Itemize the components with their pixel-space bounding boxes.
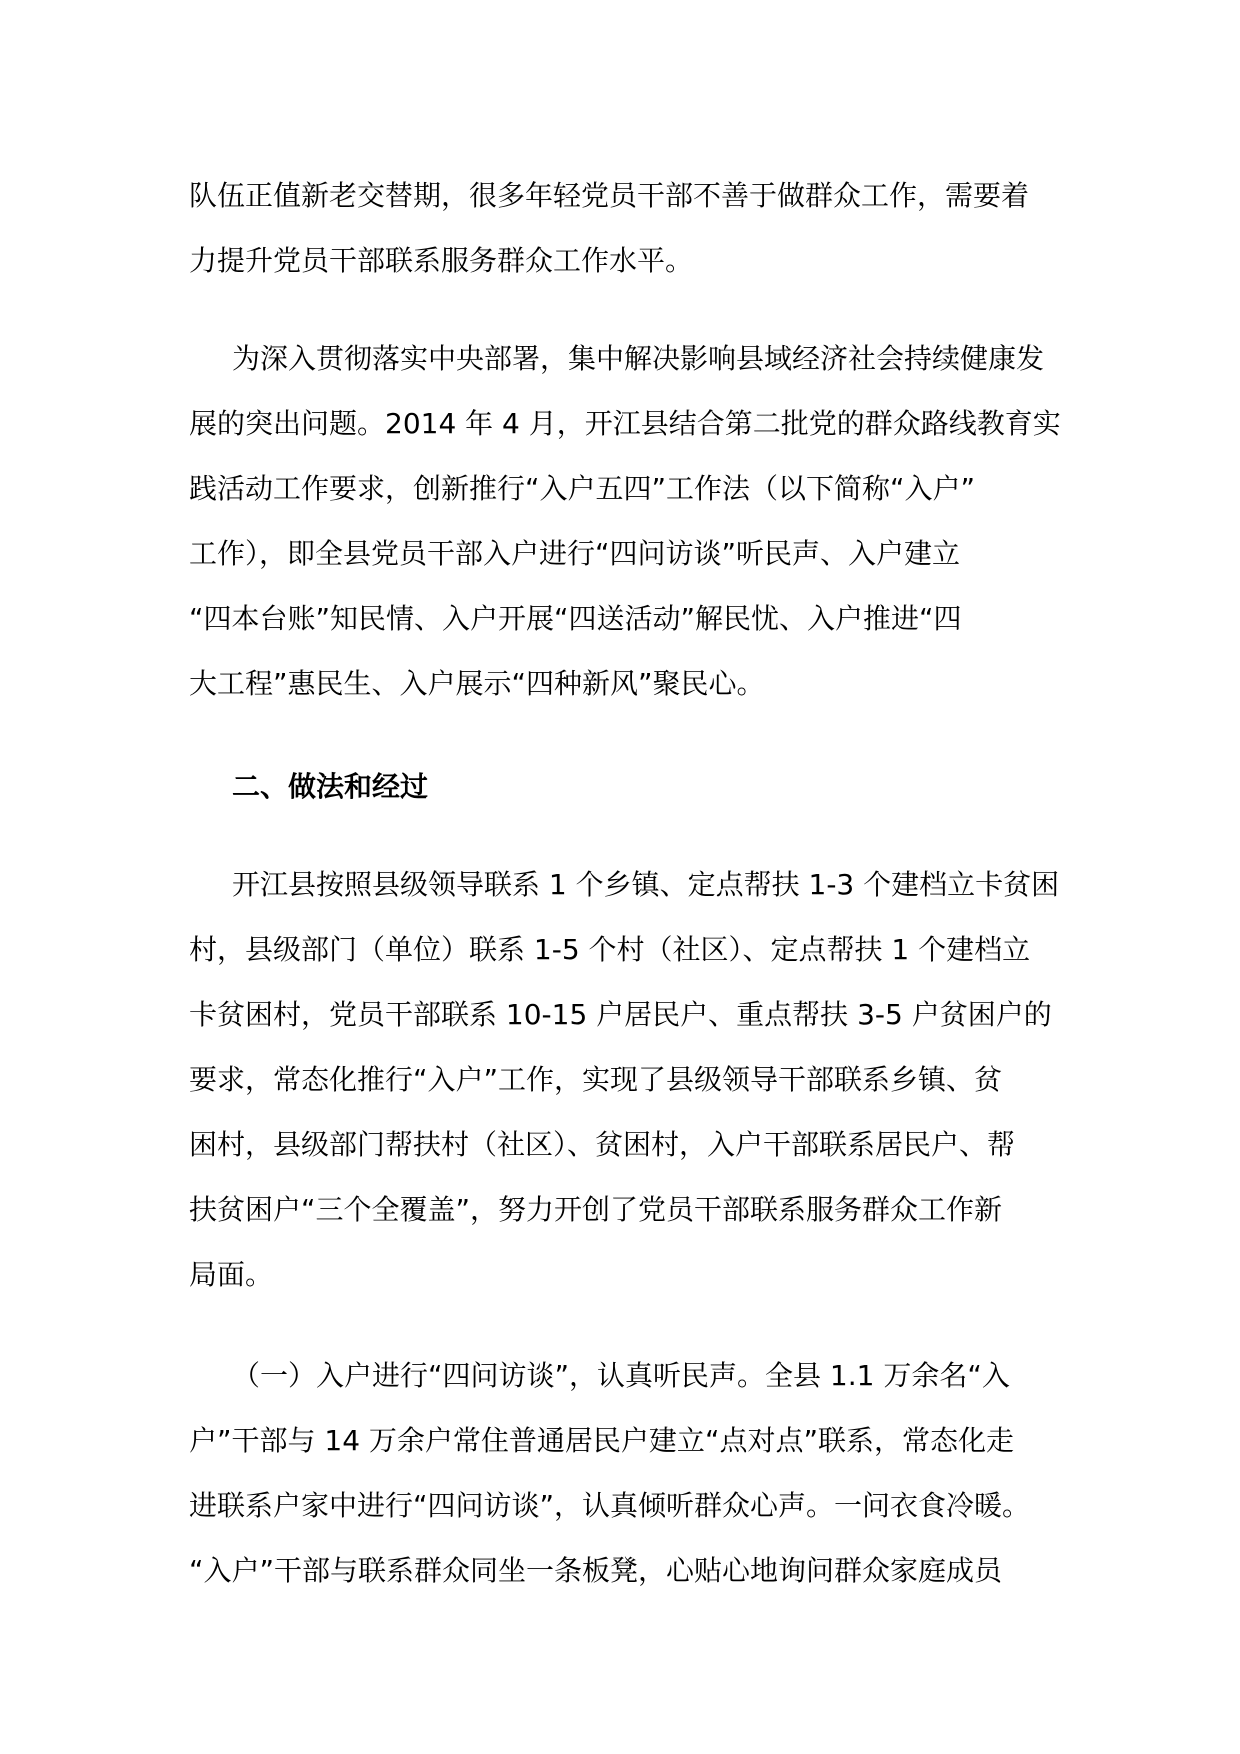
paragraph-continuation bbox=[189, 163, 1069, 293]
text-line: 要求，常态化推行“入户”工作，实现了县级领导干部联系乡镇、贫 bbox=[189, 1063, 1003, 1096]
text-line: （一）入户进行“四问访谈”，认真听民声。全县 1.1 万余名“入 bbox=[232, 1359, 1010, 1392]
text-line: 队伍正值新老交替期，很多年轻党员干部不善于做群众工作，需要着 bbox=[189, 179, 1030, 212]
text-line: 大工程”惠民生、入户展示“四种新风”聚民心。 bbox=[189, 667, 765, 700]
text-line: 为深入贯彻落实中央部署，集中解决影响县域经济社会持续健康发 bbox=[232, 342, 1045, 375]
text-line: 卡贫困村，党员干部联系 10-15 户居民户、重点帮扶 3-5 户贫困户的 bbox=[189, 998, 1052, 1031]
paragraph-subsection-one bbox=[189, 1343, 1069, 1603]
text-line: 村，县级部门（单位）联系 1-5 个村（社区）、定点帮扶 1 个建档立 bbox=[189, 933, 1031, 966]
text-line: 户”干部与 14 万余户常住普通居民户建立“点对点”联系，常态化走 bbox=[189, 1424, 1014, 1457]
text-line: 开江县按照县级领导联系 1 个乡镇、定点帮扶 1-3 个建档立卡贫困 bbox=[232, 868, 1060, 901]
text-line: “四本台账”知民情、入户开展“四送活动”解民忧、入户推进“四 bbox=[189, 602, 962, 635]
paragraph-background bbox=[189, 326, 1069, 716]
text-line: 局面。 bbox=[189, 1258, 274, 1291]
section-heading-text: 二、做法和经过 bbox=[232, 770, 429, 803]
text-line: 践活动工作要求，创新推行“入户五四”工作法（以下简称“入户” bbox=[189, 472, 976, 505]
paragraph-method bbox=[189, 852, 1069, 1307]
text-line: 展的突出问题。2014 年 4 月，开江县结合第二批党的群众路线教育实 bbox=[189, 407, 1061, 440]
text-line: 进联系户家中进行“四问访谈”，认真倾听群众心声。一问衣食冷暖。 bbox=[189, 1489, 1031, 1522]
text-line: 困村，县级部门帮扶村（社区）、贫困村，入户干部联系居民户、帮 bbox=[189, 1128, 1016, 1161]
section-heading bbox=[189, 754, 1069, 819]
text-line: “入户”干部与联系群众同坐一条板凳，心贴心地询问群众家庭成员 bbox=[189, 1554, 1003, 1587]
text-line: 扶贫困户“三个全覆盖”，努力开创了党员干部联系服务群众工作新 bbox=[189, 1193, 1003, 1226]
text-line: 力提升党员干部联系服务群众工作水平。 bbox=[189, 244, 694, 277]
text-line: 工作），即全县党员干部入户进行“四问访谈”听民声、入户建立 bbox=[189, 537, 961, 570]
